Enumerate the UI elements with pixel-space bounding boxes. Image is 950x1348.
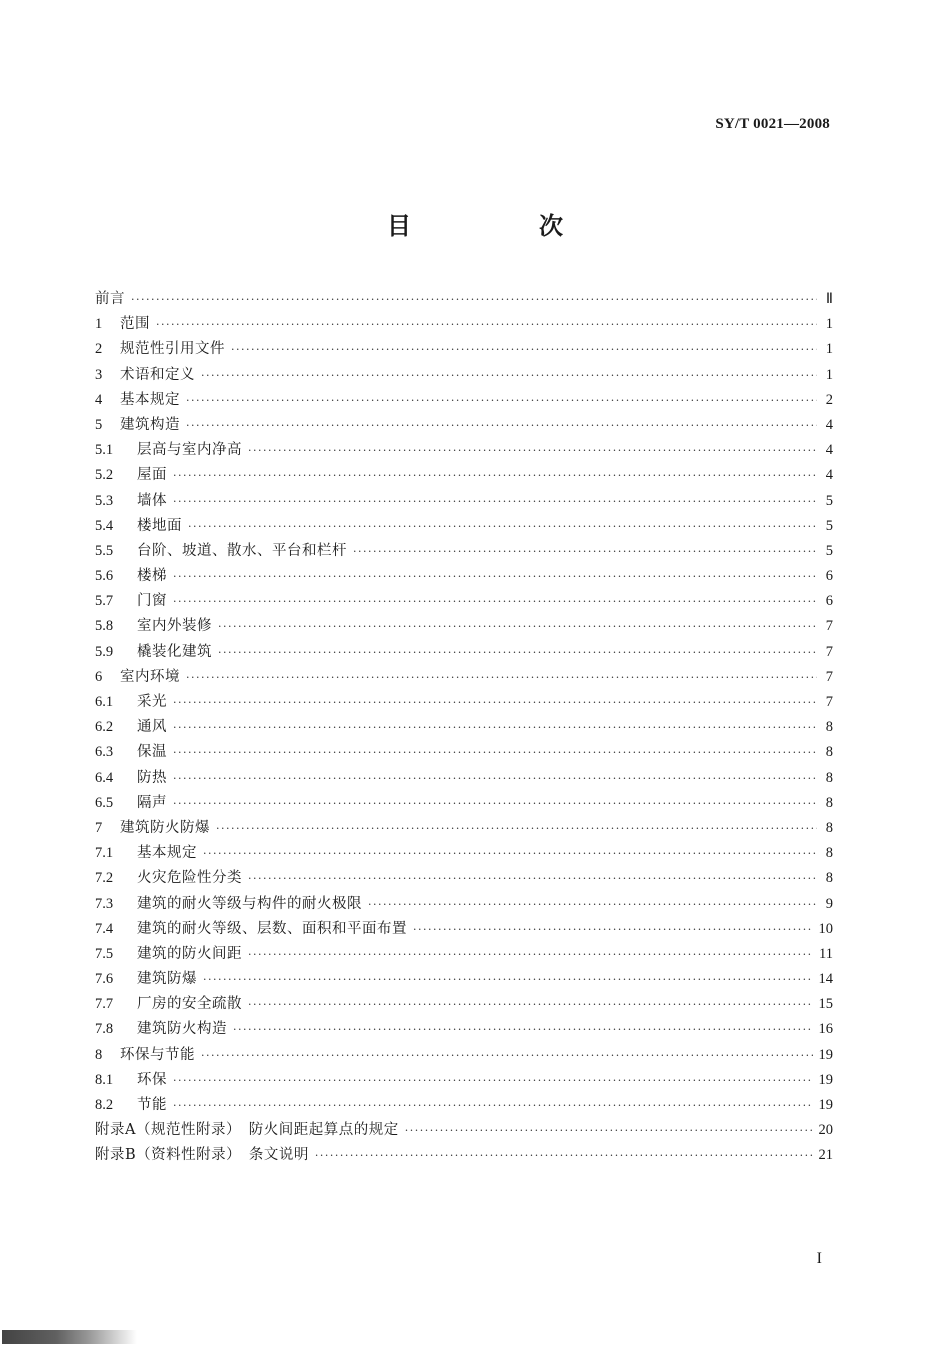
toc-entry-title: 火灾危险性分类: [137, 870, 242, 887]
toc-entry-page: 7: [825, 694, 833, 710]
toc-entry-page: 4: [825, 416, 833, 433]
toc-entry-number: 6.4: [95, 769, 114, 786]
toc-entry-title: 建筑防火构造: [137, 1021, 227, 1038]
toc-entry-title: 建筑的防火间距: [137, 945, 242, 962]
toc-entry[interactable]: [95, 967, 833, 992]
toc-leader-dots: [201, 363, 817, 388]
toc-entry[interactable]: [95, 816, 833, 841]
toc-entry-title: 附录B（资料性附录） 条文说明: [95, 1147, 309, 1164]
toc-entry-number: 6: [95, 668, 103, 685]
toc-entry-title: 建筑的耐火等级、层数、面积和平面布置: [137, 920, 407, 937]
toc-entry-title: 屋面: [137, 467, 167, 484]
toc-entry-title: 环保: [137, 1071, 167, 1088]
toc-entry-number: 8.1: [95, 1071, 114, 1088]
toc-entry-number: 6.2: [95, 719, 114, 736]
toc-entry-page: Ⅱ: [825, 291, 833, 307]
scan-artifact: [2, 1330, 137, 1344]
toc-entry-page: 20: [818, 1122, 833, 1139]
toc-entry-page: 4: [825, 467, 833, 484]
toc-leader-dots: [188, 514, 817, 539]
toc-entry-number: 6.3: [95, 744, 114, 761]
page-title: 目 次: [387, 212, 615, 240]
toc-leader-dots: [405, 1118, 813, 1143]
toc-entry-title: 层高与室内净高: [137, 442, 242, 459]
toc-entry[interactable]: [95, 287, 833, 312]
toc-entry-number: 6.5: [95, 794, 114, 811]
toc-entry-number: 8: [95, 1046, 103, 1063]
toc-entry-page: 21: [818, 1147, 833, 1164]
toc-entry-page: 16: [818, 1021, 833, 1038]
toc-leader-dots: [156, 312, 817, 337]
toc-leader-dots: [186, 413, 817, 438]
toc-entry-page: 8: [825, 819, 833, 836]
toc-entry[interactable]: [95, 1017, 833, 1042]
toc-entry-page: 19: [818, 1046, 833, 1063]
toc-entry-title: 附录A（规范性附录） 防火间距起算点的规定: [95, 1122, 399, 1139]
toc-entry[interactable]: [95, 1068, 833, 1093]
toc-entry-page: 11: [819, 945, 833, 962]
toc-entry-number: 7.4: [95, 920, 114, 937]
toc-leader-dots: [173, 489, 817, 514]
toc-entry[interactable]: [95, 1143, 833, 1168]
toc-leader-dots: [173, 791, 817, 816]
toc-entry[interactable]: [95, 740, 833, 765]
toc-leader-dots: [218, 640, 817, 665]
toc-entry-number: 5.6: [95, 568, 114, 585]
toc-entry-title: 厂房的安全疏散: [137, 996, 242, 1013]
toc-entry[interactable]: [95, 841, 833, 866]
toc-entry-title: 环保与节能: [120, 1046, 195, 1063]
toc-entry-title: 橇装化建筑: [137, 643, 212, 660]
toc-entry-page: 1: [825, 341, 833, 358]
toc-entry-title: 门窗: [137, 593, 167, 610]
toc-entry-page: 1: [825, 366, 833, 383]
toc-entry-number: 5.8: [95, 618, 114, 635]
toc-entry[interactable]: [95, 942, 833, 967]
toc-entry-title: 建筑防爆: [137, 971, 197, 988]
toc-entry-title: 基本规定: [120, 391, 180, 408]
toc-entry-title: 通风: [137, 719, 167, 736]
toc-leader-dots: [315, 1143, 813, 1168]
toc-entry-title: 前言: [95, 291, 125, 307]
toc-leader-dots: [218, 614, 817, 639]
toc-entry[interactable]: [95, 866, 833, 891]
toc-entry[interactable]: [95, 489, 833, 514]
toc-entry-page: 8: [825, 870, 833, 887]
toc-entry[interactable]: [95, 539, 833, 564]
toc-entry[interactable]: [95, 791, 833, 816]
toc-entry-title: 节能: [137, 1097, 167, 1113]
toc-entry[interactable]: [95, 514, 833, 539]
toc-leader-dots: [368, 892, 817, 917]
toc-entry-page: 1: [825, 316, 833, 333]
toc-leader-dots: [131, 287, 817, 312]
toc-entry-number: 6.1: [95, 694, 114, 710]
toc-leader-dots: [203, 841, 817, 866]
toc-entry-number: 7.5: [95, 945, 114, 962]
toc-entry[interactable]: [95, 413, 833, 438]
toc-entry[interactable]: [95, 665, 833, 690]
toc-entry-number: 3: [95, 366, 103, 383]
toc-leader-dots: [173, 740, 817, 765]
toc-entry-number: 7.6: [95, 971, 114, 988]
toc-entry[interactable]: [95, 917, 833, 942]
toc-entry-page: 10: [818, 920, 833, 937]
toc-entry[interactable]: [95, 766, 833, 791]
toc-entry-number: 5.3: [95, 492, 114, 509]
toc-entry-title: 隔声: [137, 794, 167, 811]
toc-entry-title: 墙体: [137, 492, 167, 509]
toc-leader-dots: [231, 337, 817, 362]
toc-leader-dots: [216, 816, 817, 841]
toc-entry-number: 7.7: [95, 996, 114, 1013]
toc-entry-title: 基本规定: [137, 845, 197, 862]
table-of-contents: [95, 287, 833, 1169]
toc-entry[interactable]: [95, 690, 833, 715]
toc-entry-page: 5: [825, 492, 833, 509]
toc-entry-page: 14: [818, 971, 833, 988]
toc-leader-dots: [186, 665, 817, 690]
toc-entry[interactable]: [95, 1118, 833, 1143]
toc-entry[interactable]: [95, 388, 833, 413]
toc-leader-dots: [233, 1017, 813, 1042]
toc-entry-title: 楼地面: [137, 517, 182, 534]
toc-entry-number: 1: [95, 316, 103, 333]
toc-entry-page: 7: [825, 668, 833, 685]
toc-entry-page: 8: [825, 719, 833, 736]
toc-entry-page: 8: [825, 794, 833, 811]
toc-leader-dots: [248, 866, 817, 891]
toc-entry[interactable]: [95, 992, 833, 1017]
toc-entry-title: 建筑的耐火等级与构件的耐火极限: [137, 895, 362, 912]
toc-entry-number: 5.4: [95, 517, 114, 534]
toc-entry-number: 7.8: [95, 1021, 114, 1038]
toc-entry-number: 7.1: [95, 845, 114, 862]
toc-entry[interactable]: [95, 438, 833, 463]
toc-entry-title: 采光: [137, 694, 167, 710]
toc-entry-title: 建筑防火防爆: [120, 819, 210, 836]
toc-entry-page: 6: [825, 568, 833, 585]
toc-entry-number: 7.3: [95, 895, 114, 912]
toc-leader-dots: [173, 564, 817, 589]
toc-leader-dots: [173, 690, 817, 715]
toc-entry-page: 15: [818, 996, 833, 1013]
toc-entry-title: 台阶、坡道、散水、平台和栏杆: [137, 542, 347, 559]
toc-leader-dots: [203, 967, 813, 992]
toc-entry-page: 19: [818, 1097, 833, 1113]
toc-entry-title: 术语和定义: [120, 366, 195, 383]
toc-entry-page: 8: [825, 744, 833, 761]
toc-entry[interactable]: [95, 312, 833, 337]
toc-leader-dots: [186, 388, 817, 413]
toc-entry-page: 7: [825, 618, 833, 635]
toc-entry-number: 4: [95, 391, 103, 408]
toc-entry[interactable]: [95, 463, 833, 488]
toc-entry[interactable]: [95, 715, 833, 740]
toc-leader-dots: [173, 715, 817, 740]
toc-entry-page: 7: [825, 643, 833, 660]
toc-entry-number: 5.9: [95, 643, 114, 660]
document-code: SY/T 0021—2008: [715, 116, 830, 132]
toc-entry-page: 8: [825, 845, 833, 862]
toc-entry-title: 范围: [120, 316, 150, 333]
toc-leader-dots: [173, 1068, 813, 1093]
toc-entry[interactable]: [95, 564, 833, 589]
toc-entry-number: 8.2: [95, 1097, 114, 1113]
toc-entry-page: 2: [825, 391, 833, 408]
toc-entry-number: 5.7: [95, 593, 114, 610]
toc-entry-title: 楼梯: [137, 568, 167, 585]
toc-leader-dots: [248, 438, 817, 463]
toc-entry-number: 2: [95, 341, 103, 358]
toc-entry[interactable]: [95, 1093, 833, 1118]
toc-entry-number: 5.1: [95, 442, 114, 459]
toc-leader-dots: [413, 917, 813, 942]
toc-leader-dots: [173, 463, 817, 488]
toc-entry-page: 5: [825, 542, 833, 559]
toc-entry-number: 7.2: [95, 870, 114, 887]
page-number: I: [816, 1250, 822, 1267]
toc-leader-dots: [173, 1093, 813, 1118]
toc-leader-dots: [248, 992, 813, 1017]
toc-entry[interactable]: [95, 363, 833, 388]
toc-leader-dots: [173, 766, 817, 791]
toc-entry-number: 5: [95, 416, 103, 433]
toc-entry-page: 19: [818, 1071, 833, 1088]
toc-entry[interactable]: [95, 892, 833, 917]
toc-leader-dots: [248, 942, 813, 967]
toc-entry[interactable]: [95, 589, 833, 614]
toc-entry-title: 建筑构造: [120, 416, 180, 433]
toc-entry-page: 6: [825, 593, 833, 610]
toc-entry-page: 4: [825, 442, 833, 459]
toc-entry-title: 室内外装修: [137, 618, 212, 635]
toc-leader-dots: [353, 539, 817, 564]
toc-entry-page: 9: [825, 895, 833, 912]
toc-entry-number: 5.2: [95, 467, 114, 484]
toc-entry-number: 5.5: [95, 542, 114, 559]
toc-entry-title: 室内环境: [120, 668, 180, 685]
toc-leader-dots: [173, 589, 817, 614]
toc-entry-page: 5: [825, 517, 833, 534]
toc-entry[interactable]: [95, 640, 833, 665]
toc-leader-dots: [201, 1043, 813, 1068]
toc-entry-title: 规范性引用文件: [120, 341, 225, 358]
toc-entry-title: 保温: [137, 744, 167, 761]
toc-entry-number: 7: [95, 819, 103, 836]
toc-entry[interactable]: [95, 337, 833, 362]
toc-entry-page: 8: [825, 769, 833, 786]
toc-entry[interactable]: [95, 614, 833, 639]
toc-entry-title: 防热: [137, 769, 167, 786]
toc-entry[interactable]: [95, 1043, 833, 1068]
